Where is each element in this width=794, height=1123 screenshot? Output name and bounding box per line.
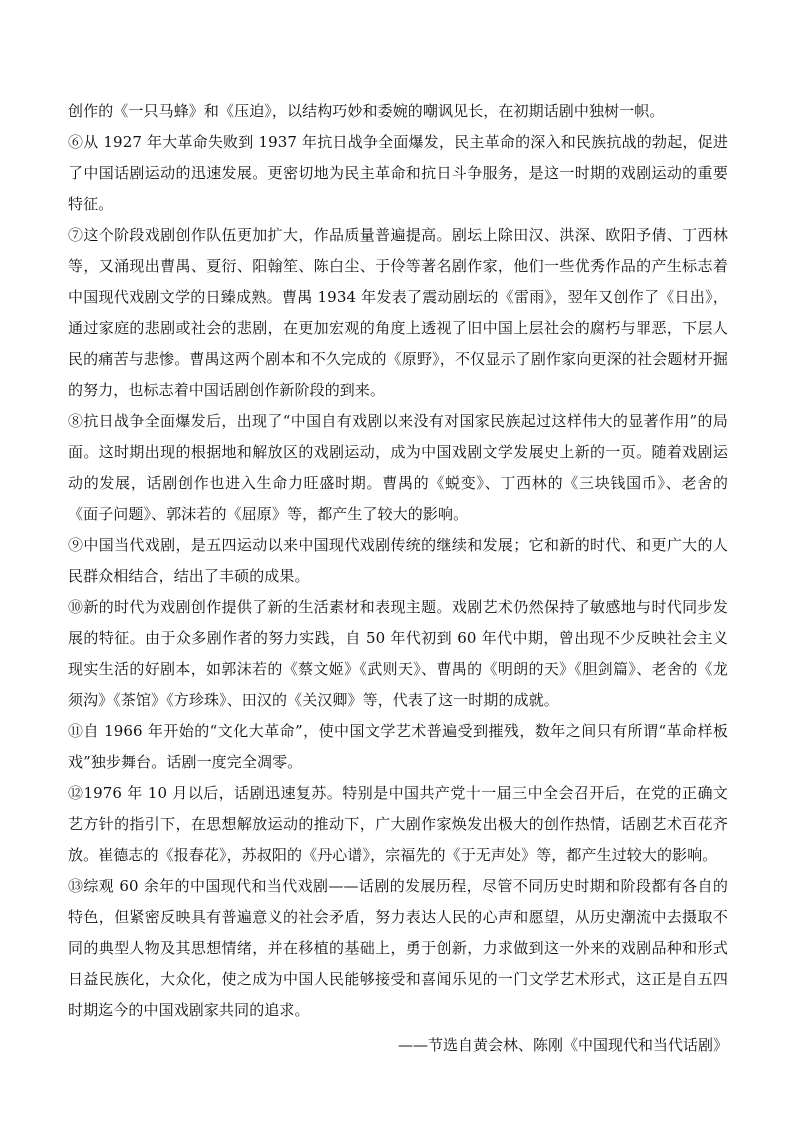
paragraph-6: ⑥从 1927 年大革命失败到 1937 年抗日战争全面爆发，民主革命的深入和民族抗战的勃起，促进了中国话剧运动的迅速发展。更密切地为民主革命和抗日斗争服务，是这一时期的戏剧运动的重要特征。 bbox=[68, 133, 728, 213]
paragraph-8: ⑧抗日战争全面爆发后，出现了“中国自有戏剧以来没有对国家民族起过这样伟大的显著作用”的局面。这时期出现的根据地和解放区的戏剧运动，成为中国戏剧文学发展史上新的一页。随着戏剧运动的发展，话剧创作也进入生命力旺盛时期。曹禺的《蜕变》、丁西林的《三块钱国币》、老舍的《面子问题》、郭沫若的《屈原》等，都产生了较大的影响。 bbox=[68, 412, 728, 523]
paragraph-11: ⑪自 1966 年开始的“文化大革命”，使中国文学艺术普遍受到摧残，数年之间只有所谓“革命样板戏”独步舞台。话剧一度完全凋零。 bbox=[68, 722, 728, 771]
paragraph-7: ⑦这个阶段戏剧创作队伍更加扩大，作品质量普遍提高。剧坛上除田汉、洪深、欧阳予倩、丁西林等，又涌现出曹禺、夏衍、阳翰笙、陈白尘、于伶等著名剧作家，他们一些优秀作品的产生标志着中国现代戏剧文学的日臻成熟。曹禺 1934 年发表了震动剧坛的《雷雨》，翌年又创作了《日出》，通过家庭的悲剧或社会的悲剧，在更加宏观的角度上透视了旧中国上层社会的腐朽与罪恶，下层人民的痛苦与悲惨。曹禺这两个剧本和不久完成的《原野》，不仅显示了剧作家向更深的社会题材开掘的努力，也标志着中国话剧创作新阶段的到来。 bbox=[68, 226, 728, 399]
paragraph-12: ⑫1976 年 10 月以后，话剧迅速复苏。特别是中国共产党十一届三中全会召开后，在党的正确文艺方针的指引下，在思想解放运动的推动下，广大剧作家焕发出极大的创作热情，话剧艺术百花齐放。崔德志的《报春花》，苏叔阳的《丹心谱》，宗福先的《于无声处》等，都产生过较大的影响。 bbox=[68, 784, 728, 864]
source-citation: ——节选自黄会林、陈刚《中国现代和当代话剧》 bbox=[397, 1036, 728, 1054]
paragraph-13: ⑬综观 60 余年的中国现代和当代戏剧——话剧的发展历程，尽管不同历史时期和阶段都有各自的特色，但紧密反映具有普遍意义的社会矛盾，努力表达人民的心声和愿望，从历史潮流中去摄取不同的典型人物及其思想情绪，并在移植的基础上，勇于创新，力求做到这一外来的戏剧品种和形式日益民族化，大众化，使之成为中国人民能够接受和喜闻乐见的一门文学艺术形式，这正是自五四时期迄今的中国戏剧家共同的追求。 bbox=[68, 877, 728, 1019]
paragraph-intro-continuation: 创作的《一只马蜂》和《压迫》，以结构巧妙和委婉的嘲讽见长，在初期话剧中独树一帜。 bbox=[68, 102, 665, 120]
paragraph-9: ⑨中国当代戏剧，是五四运动以来中国现代戏剧传统的继续和发展；它和新的时代、和更广大的人民群众相结合，结出了丰硕的成果。 bbox=[68, 536, 728, 585]
document-page bbox=[68, 96, 728, 1061]
paragraph-10: ⑩新的时代为戏剧创作提供了新的生活素材和表现主题。戏剧艺术仍然保持了敏感地与时代同步发展的特征。由于众多剧作者的努力实践，自 50 年代初到 60 年代中期，曾出现不少反映社会主义现实生活的好剧本，如郭沫若的《蔡文姬》《武则天》、曹禺的《明朗的天》《胆剑篇》、老舍的《龙须沟》《茶馆》《方珍珠》、田汉的《关汉卿》等，代表了这一时期的成就。 bbox=[68, 598, 728, 709]
